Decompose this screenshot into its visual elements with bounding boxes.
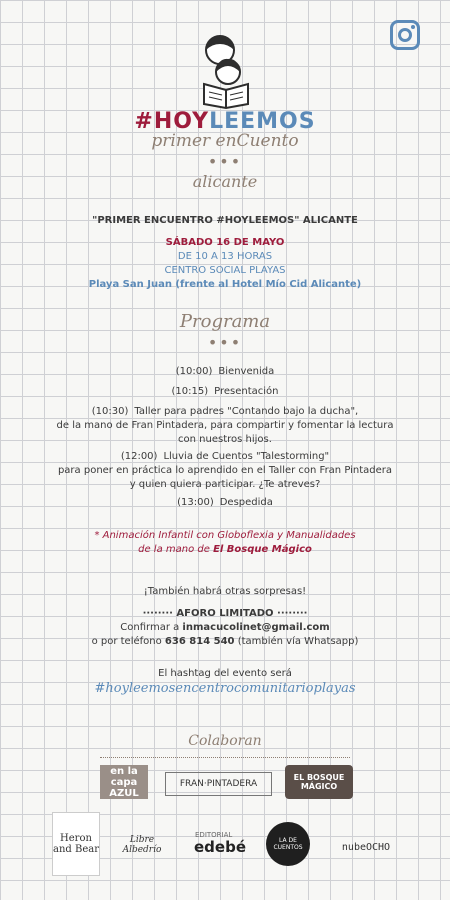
program-time: (12:00): [120, 451, 158, 462]
instagram-icon[interactable]: [390, 20, 420, 50]
logo-bosque-magico: EL BOSQUE MÁGICO: [285, 765, 353, 799]
program-text: Despedida: [219, 497, 273, 508]
program-time: (10:00): [175, 366, 213, 377]
logo-capa-azul: en la capa AZUL: [100, 765, 148, 799]
confirm-line: [0, 621, 450, 635]
program-text: Bienvenida: [218, 366, 275, 377]
brand-hashtag-part1: #HOY: [134, 109, 210, 134]
phone-label: o por teléfono: [91, 636, 165, 647]
confirm-label: Confirmar a: [120, 622, 183, 633]
program-text-line2: de la mano de Fran Pintadera, para compartir y fomentar la lectura: [56, 420, 394, 431]
event-hashtag[interactable]: #hoyleemosencentrocomunitarioplayas: [94, 681, 356, 696]
program-time: (10:15): [171, 386, 209, 397]
email-link[interactable]: inmacucolinet@gmail.com: [182, 622, 330, 633]
logo-edebe: edebé: [194, 838, 246, 856]
program-text: Lluvia de Cuentos "Talestorming": [163, 451, 330, 462]
event-address: Playa San Juan (frente al Hotel Mío Cid Alicante): [88, 279, 362, 290]
phone-number[interactable]: 636 814 540: [164, 636, 235, 647]
program-item: [0, 385, 450, 399]
program-time: (10:30): [91, 406, 129, 417]
program-text-line3: con nuestros hijos.: [178, 434, 272, 445]
hashtag-intro: El hashtag del evento será: [158, 668, 292, 679]
brand-dots: •••: [207, 152, 243, 171]
program-text-line3: y quien quiera participar. ¿Te atreves?: [129, 479, 321, 490]
brand-subtitle: primer enCuento: [151, 131, 299, 151]
program-item: [0, 365, 450, 379]
programa-heading: Programa: [179, 311, 271, 332]
logo-heron-bear: Heron and Bear: [52, 812, 100, 876]
animation-organizer: El Bosque Mágico: [213, 544, 312, 555]
program-item: [0, 450, 450, 492]
animation-line1: * Animación Infantil con Globoflexia y Manualidades: [94, 530, 356, 541]
logo-libre-albedrio: Libre Albedrío: [122, 835, 162, 855]
programa-dots: •••: [207, 333, 243, 352]
logo-fran-pintadera: FRAN·PINTADERA: [165, 772, 272, 796]
program-item: [0, 405, 450, 447]
aforo-note: ········ AFORO LIMITADO ········: [142, 608, 308, 619]
event-hours: DE 10 A 13 HORAS: [177, 251, 273, 262]
surprise-note: ¡También habrá otras sorpresas!: [143, 586, 307, 597]
reading-kids-icon: [198, 32, 254, 110]
program-text: Taller para padres "Contando bajo la ducha",: [134, 406, 359, 417]
program-item: [0, 496, 450, 510]
sponsors-heading: Colaboran: [188, 733, 262, 749]
logo-nubeocho: nubeOCHO: [341, 841, 391, 853]
sponsors-divider: [100, 757, 350, 758]
event-title: "PRIMER ENCUENTRO #HOYLEEMOS" ALICANTE: [92, 215, 358, 226]
program-text-line2: para poner en práctica lo aprendido en el Taller con Fran Pintadera: [57, 465, 393, 476]
logo-edebe-small: EDITORIAL: [195, 831, 233, 839]
program-time: (13:00): [177, 497, 214, 508]
program-text: Presentación: [214, 386, 279, 397]
animation-line2: [0, 543, 450, 557]
brand-hashtag-part2: LEEMOS: [209, 109, 316, 134]
phone-note: (también vía Whatsapp): [234, 636, 359, 647]
animation-line2-text: de la mano de: [138, 544, 214, 555]
event-date: SÁBADO 16 DE MAYO: [165, 237, 285, 248]
city-label: alicante: [192, 172, 258, 191]
event-place: CENTRO SOCIAL PLAYAS: [164, 265, 286, 276]
phone-line: [0, 635, 450, 649]
logo-la-de-cuentos: LA DE CUENTOS: [266, 822, 310, 866]
